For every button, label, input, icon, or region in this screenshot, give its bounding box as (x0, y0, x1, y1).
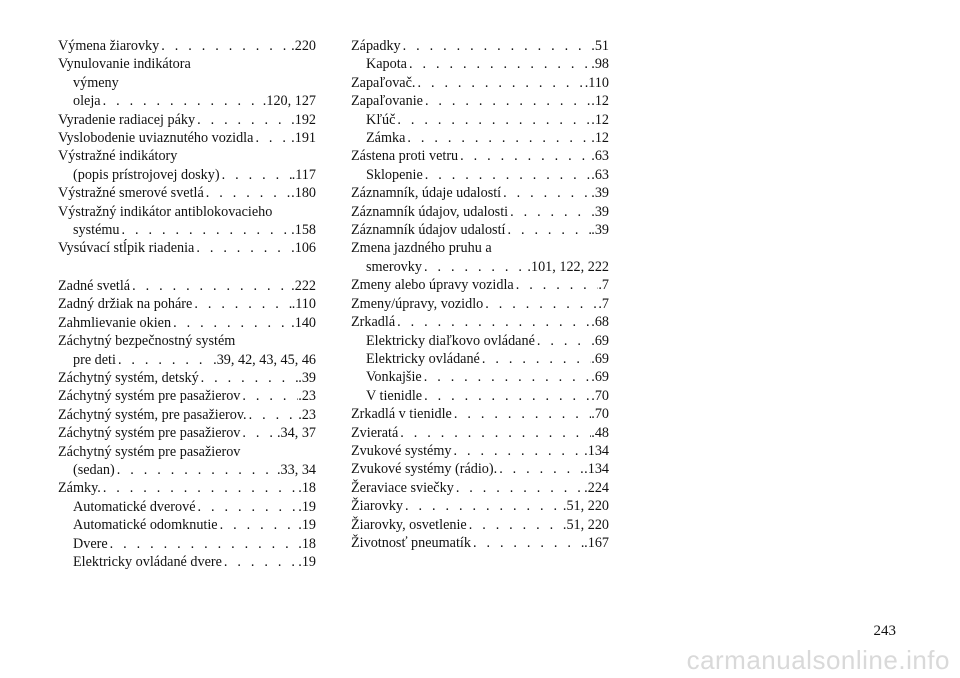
index-entry-text: systému (73, 222, 120, 239)
index-entry (58, 498, 316, 516)
index-leader-dots (497, 460, 584, 478)
index-leader-dots (395, 111, 591, 129)
index-leader-dots (247, 406, 299, 424)
index-entry (58, 221, 316, 239)
index-entry-text: Záchytný systém, detský (58, 369, 199, 386)
index-entry-text: Zapaľovač. (351, 74, 416, 91)
index-entry-text: Záznamník, údaje udalostí (351, 185, 502, 202)
index-entry (58, 55, 316, 73)
index-entry-text: Zmeny alebo úpravy vozidla (351, 277, 514, 294)
index-entry-text: oleja (73, 93, 101, 110)
index-column-left (58, 37, 316, 571)
index-entry-page: .220 (291, 38, 316, 54)
index-entry (351, 497, 609, 515)
index-entry-page: .51 (591, 38, 609, 54)
index-leader-dots (480, 350, 591, 368)
index-entry (58, 129, 316, 147)
index-leader-dots (401, 37, 592, 55)
index-entry-text: smerovky (366, 258, 422, 275)
index-leader-dots (514, 276, 599, 294)
index-leader-dots (403, 497, 563, 515)
index-leader-dots (395, 313, 591, 331)
index-entry (351, 534, 609, 552)
index-entry-text: Zvukové systémy (351, 442, 452, 459)
index-entry-page: .98 (591, 56, 609, 73)
index-entry-page: .180 (291, 185, 316, 202)
index-entry-page: .12 (591, 130, 609, 147)
index-entry-text: Sklopenie (366, 166, 423, 183)
index-entry-page: .12 (591, 111, 609, 128)
index-entry-page: .192 (291, 111, 316, 128)
index-entry-text: Výstražné smerové svetlá (58, 185, 204, 202)
index-entry-page: .110 (291, 296, 316, 313)
index-entry-text: Kapota (366, 56, 407, 73)
index-entry-text: Výstražné indikátory (58, 148, 178, 165)
index-entry-text: Zapaľovanie (351, 93, 423, 110)
index-entry-text: Automatické odomknutie (73, 517, 218, 534)
index-leader-dots (101, 92, 263, 110)
index-entry (58, 424, 316, 442)
index-entry (351, 276, 609, 294)
index-entry-text: Zámka (366, 130, 406, 147)
index-leader-dots (192, 295, 291, 313)
index-entry (351, 442, 609, 460)
index-entry-page: .70 (591, 406, 609, 423)
index-entry-page: .7 (598, 295, 609, 312)
index-entry-text: Záchytný bezpečnostný systém (58, 333, 236, 350)
index-entry-page: .39 (591, 222, 609, 239)
index-entry-page: .191 (291, 130, 316, 147)
index-leader-dots (422, 258, 527, 276)
index-entry-text: Zrkadlá (351, 314, 396, 331)
index-entry-page: .101, 122, 222 (527, 258, 609, 275)
index-entry (351, 55, 609, 73)
index-entry-page: .222 (291, 277, 316, 294)
index-entry-text: Zámky. (58, 480, 101, 497)
index-entry (58, 553, 316, 571)
index-entry-text: Západky (351, 38, 401, 54)
index-entry (58, 203, 316, 221)
index-leader-dots (398, 424, 591, 442)
index-entry (58, 314, 316, 332)
index-entry-text: Vyradenie radiacej páky (58, 111, 196, 128)
index-entry-page: .134 (584, 442, 609, 459)
index-leader-dots (195, 111, 291, 129)
index-entry (351, 332, 609, 350)
index-entry-page: .18 (298, 480, 316, 497)
index-entry (351, 184, 609, 202)
index-entry-text: Vysúvací stĺpik riadenia (58, 240, 195, 257)
index-entry (351, 405, 609, 423)
index-entry-page: .158 (291, 222, 316, 239)
index-leader-dots (199, 369, 299, 387)
index-entry (351, 387, 609, 405)
index-entry-page: .51, 220 (562, 516, 609, 533)
index-entry-text: Zrkadlá v tienidle (351, 406, 452, 423)
index-entry-text: Elektricky ovládané dvere (73, 553, 222, 570)
index-entry (58, 184, 316, 202)
index-entry-text: Žiarovky (351, 498, 404, 515)
index-entry (58, 166, 316, 184)
index-entry-page: .106 (291, 240, 316, 257)
index-entry (58, 37, 316, 55)
index-entry-text: Záchytný systém pre pasažierov (58, 425, 241, 442)
index-entry (58, 369, 316, 387)
index-entry-page: .39 (591, 185, 609, 202)
index-leader-dots (194, 239, 291, 257)
index-entry-page: .120, 127 (262, 93, 316, 110)
index-entry-page: .33, 34 (276, 461, 316, 478)
index-column-right (351, 37, 609, 552)
index-leader-dots (220, 166, 292, 184)
index-leader-dots (405, 129, 591, 147)
index-entry-text: Zmeny/úpravy, vozidlo (351, 295, 484, 312)
index-leader-dots (253, 129, 291, 147)
index-entry-page: .63 (591, 148, 609, 165)
index-leader-dots (467, 516, 563, 534)
index-leader-dots (204, 184, 291, 202)
index-entry-text: Dvere (73, 535, 108, 552)
index-entry-text: Zvieratá (351, 424, 399, 441)
index-leader-dots (423, 92, 591, 110)
index-entry-page: .51, 220 (562, 498, 609, 515)
index-entry-text: Zástena proti vetru (351, 148, 459, 165)
index-entry-text: Elektricky ovládané (366, 350, 480, 367)
index-entry-page: .19 (298, 517, 316, 534)
index-entry-page: .12 (591, 93, 609, 110)
index-entry-page: .7 (598, 277, 609, 294)
index-entry-text: Vonkajšie (366, 369, 422, 386)
index-entry-page: .167 (584, 534, 609, 551)
index-entry-page: .39 (591, 203, 609, 220)
index-leader-dots (483, 295, 598, 313)
index-entry (58, 516, 316, 534)
index-leader-dots (171, 314, 291, 332)
index-entry (351, 239, 609, 257)
index-leader-dots (454, 479, 584, 497)
index-entry-page: .23 (298, 406, 316, 423)
index-entry-page: .39 (298, 369, 316, 386)
index-entry-page: .69 (591, 350, 609, 367)
index-entry-text: Záznamník údajov, udalosti (351, 203, 509, 220)
index-entry-page: .224 (584, 479, 609, 496)
index-leader-dots (101, 479, 298, 497)
index-entry (351, 147, 609, 165)
index-entry-page: .19 (298, 498, 316, 515)
index-entry-page: .23 (298, 388, 316, 405)
index-entry (351, 92, 609, 110)
index-entry-page: .110 (584, 74, 609, 91)
index-entry (351, 74, 609, 92)
index-entry (351, 368, 609, 386)
index-entry-page: .140 (291, 314, 316, 331)
index-entry (351, 37, 609, 55)
index-entry (58, 535, 316, 553)
index-entry (58, 295, 316, 313)
index-entry-text: Elektricky diaľkovo ovládané (366, 332, 535, 349)
index-leader-dots (240, 424, 277, 442)
index-entry-text: Žiarovky, osvetlenie (351, 516, 467, 533)
index-leader-dots (451, 442, 584, 460)
index-entry (58, 332, 316, 350)
index-leader-dots (458, 147, 591, 165)
index-entry (58, 479, 316, 497)
index-entry-page: .18 (298, 535, 316, 552)
index-entry-text: (popis prístrojovej dosky) (73, 166, 220, 183)
index-entry (58, 74, 316, 92)
index-entry (351, 258, 609, 276)
index-entry-page: .69 (591, 369, 609, 386)
index-leader-dots (108, 535, 299, 553)
index-entry (58, 277, 316, 295)
index-entry (351, 313, 609, 331)
index-entry (351, 166, 609, 184)
index-leader-dots (422, 387, 591, 405)
index-entry (351, 129, 609, 147)
index-entry-text: Výstražný indikátor antiblokovacieho (58, 203, 273, 220)
index-entry-text: Kľúč (366, 111, 396, 128)
index-entry (58, 92, 316, 110)
index-entry (351, 424, 609, 442)
index-entry-text: Záznamník údajov udalostí (351, 222, 506, 239)
index-leader-dots (508, 203, 591, 221)
index-entry-text: Zvukové systémy (rádio). (351, 461, 498, 478)
index-leader-dots (159, 37, 291, 55)
index-entry-text: Automatické dverové (73, 498, 196, 515)
index-entry (58, 443, 316, 461)
index-leader-dots (505, 221, 591, 239)
index-entry-text: Vyslobodenie uviaznutého vozidla (58, 130, 254, 147)
index-leader-dots (218, 516, 299, 534)
index-entry-text: pre deti (73, 351, 116, 368)
index-entry-text: (sedan) (73, 461, 115, 478)
index-entry-page: .19 (298, 553, 316, 570)
index-leader-dots (535, 332, 591, 350)
index-leader-dots (471, 534, 584, 552)
index-leader-dots (501, 184, 591, 202)
index-leader-dots (120, 221, 292, 239)
index-entry-text: Záchytný systém, pre pasažierov. (58, 406, 247, 423)
index-entry-page: .39, 42, 43, 45, 46 (213, 351, 316, 368)
index-entry-text: výmeny (73, 74, 119, 91)
index-entry-page: .68 (591, 314, 609, 331)
index-entry-text: Záchytný systém pre pasažierov (58, 443, 241, 460)
index-leader-dots (452, 405, 591, 423)
index-leader-dots (423, 166, 592, 184)
page-number: 243 (873, 623, 896, 639)
index-leader-dots (115, 461, 277, 479)
index-entry (58, 387, 316, 405)
index-leader-dots (407, 55, 591, 73)
index-gap (58, 258, 316, 277)
index-entry-page: .117 (291, 166, 316, 183)
index-leader-dots (222, 553, 298, 571)
index-entry (351, 479, 609, 497)
index-entry-text: Vynulovanie indikátora (58, 56, 191, 73)
index-leader-dots (130, 277, 291, 295)
index-leader-dots (422, 368, 592, 386)
index-entry-text: Zadné svetlá (58, 277, 131, 294)
index-entry (58, 147, 316, 165)
index-entry-page: .48 (591, 424, 609, 441)
index-entry-text: V tienidle (366, 387, 423, 404)
index-entry-page: .70 (591, 387, 609, 404)
index-entry-text: Zahmlievanie okien (58, 314, 172, 331)
index-entry-page: .69 (591, 332, 609, 349)
index-entry (351, 460, 609, 478)
index-entry (351, 350, 609, 368)
index-entry-page: .63 (591, 166, 609, 183)
index-entry (351, 221, 609, 239)
watermark: carmanualsonline.info (686, 645, 950, 675)
index-entry (58, 461, 316, 479)
index-entry-page: .34, 37 (276, 425, 316, 442)
index-entry (58, 406, 316, 424)
index-entry-text: Zadný držiak na poháre (58, 296, 193, 313)
index-entry (58, 239, 316, 257)
index-entry-text: Záchytný systém pre pasažierov (58, 388, 241, 405)
index-entry-text: Žeraviace sviečky (351, 479, 454, 496)
index-entry (58, 111, 316, 129)
index-entry-page: .134 (584, 461, 609, 478)
index-entry-text: Zmena jazdného pruhu a (351, 240, 492, 257)
index-entry (351, 203, 609, 221)
index-entry (58, 351, 316, 369)
index-leader-dots (116, 351, 213, 369)
index-entry-text: Životnosť pneumatík (351, 534, 471, 551)
index-entry-text: Výmena žiarovky (58, 38, 160, 54)
index-leader-dots (240, 387, 298, 405)
index-entry (351, 111, 609, 129)
index-leader-dots (415, 74, 584, 92)
index-entry (351, 295, 609, 313)
index-entry (351, 516, 609, 534)
index-leader-dots (196, 498, 299, 516)
